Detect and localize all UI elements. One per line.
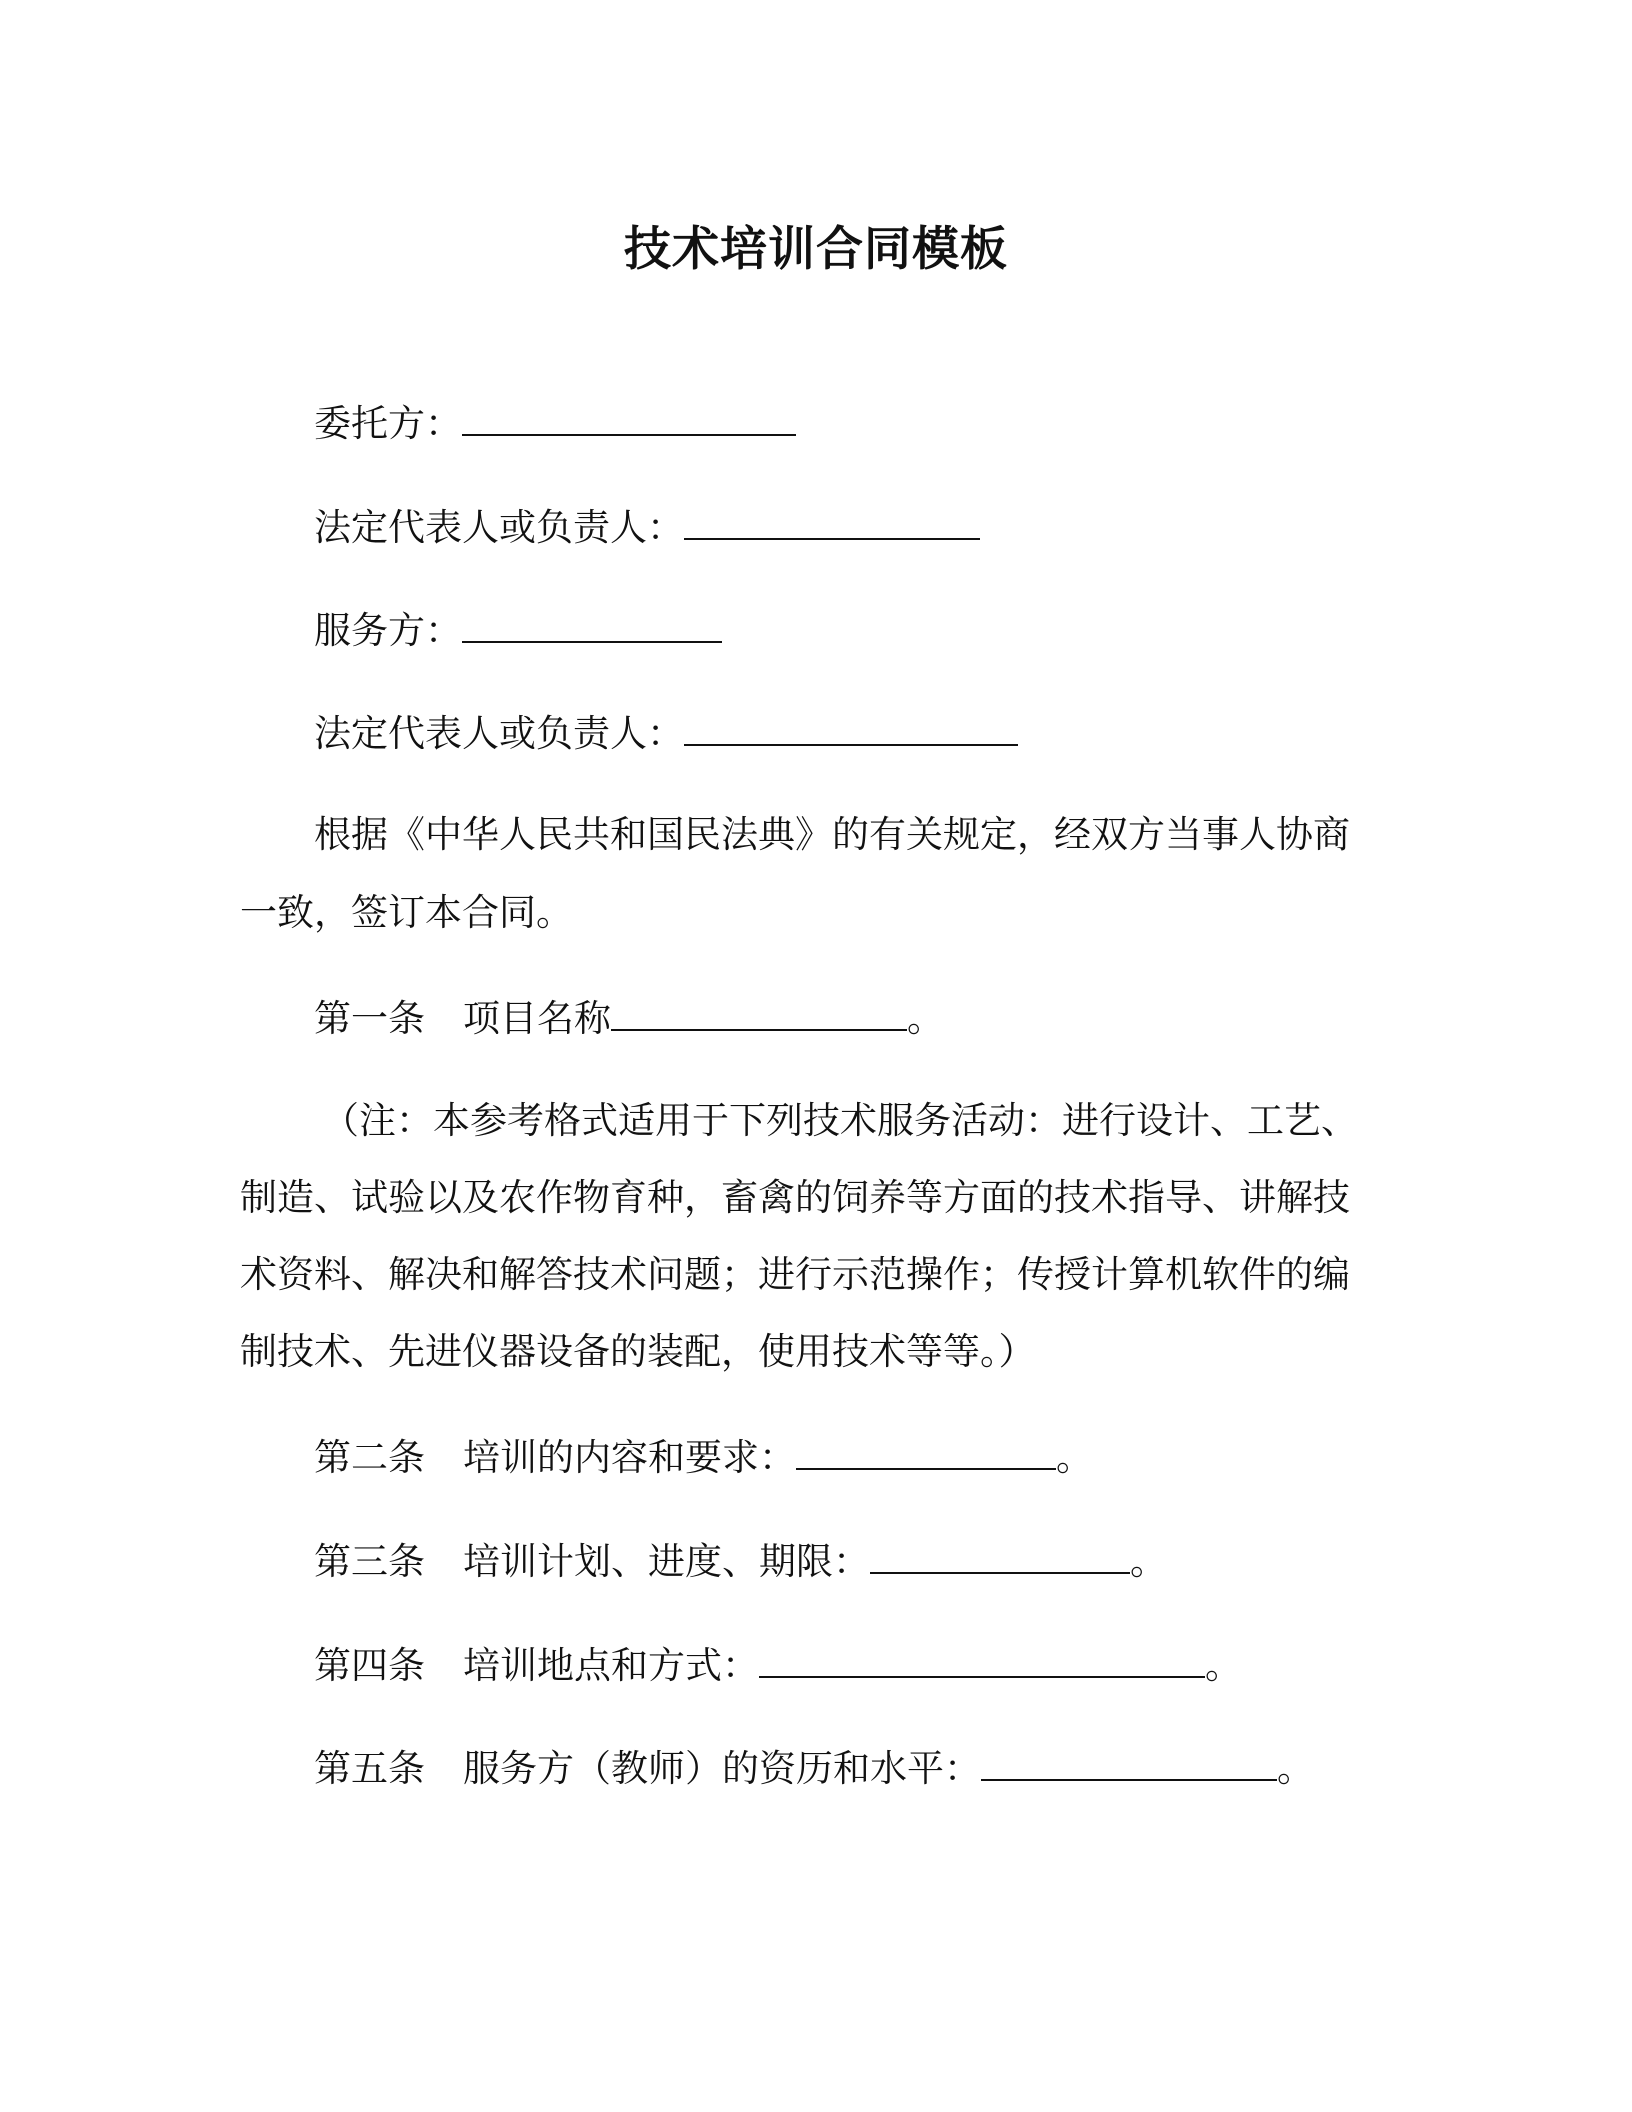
provider-blank[interactable] bbox=[462, 605, 722, 643]
article-2-end: 。 bbox=[1056, 1436, 1093, 1479]
article-3-label: 第三条 bbox=[314, 1540, 425, 1583]
article-5-text: 服务方（教师）的资历和水平： bbox=[463, 1747, 981, 1790]
article-3 bbox=[314, 1536, 1167, 1586]
article-4 bbox=[314, 1640, 1242, 1690]
article-4-blank[interactable] bbox=[759, 1640, 1205, 1678]
article-1-label: 第一条 bbox=[314, 997, 425, 1040]
article-3-end: 。 bbox=[1130, 1540, 1167, 1583]
client-rep-blank[interactable] bbox=[684, 502, 980, 540]
provider-label: 服务方： bbox=[314, 609, 462, 652]
article-2-label: 第二条 bbox=[314, 1436, 425, 1479]
article-4-text: 培训地点和方式： bbox=[463, 1644, 759, 1687]
article-1-end: 。 bbox=[907, 997, 944, 1040]
article-1-blank[interactable] bbox=[611, 993, 907, 1031]
article-1 bbox=[314, 993, 944, 1043]
provider-rep-blank[interactable] bbox=[684, 708, 1018, 746]
provider-rep-field bbox=[314, 708, 1018, 758]
client-field bbox=[314, 398, 796, 448]
article-3-text: 培训计划、进度、期限： bbox=[463, 1540, 870, 1583]
article-2-blank[interactable] bbox=[796, 1432, 1056, 1470]
article-1-text: 项目名称 bbox=[463, 997, 611, 1040]
provider-rep-label: 法定代表人或负责人： bbox=[314, 712, 684, 755]
note-line-1: （注：本参考格式适用于下列技术服务活动：进行设计、工艺、 bbox=[322, 1099, 1358, 1142]
provider-field bbox=[314, 605, 722, 655]
client-rep-field bbox=[314, 502, 980, 552]
article-5 bbox=[314, 1743, 1314, 1793]
article-4-end: 。 bbox=[1205, 1644, 1242, 1687]
note-line-4: 制技术、先进仪器设备的装配，使用技术等等。） bbox=[240, 1330, 1036, 1373]
preamble-line-1: 根据《中华人民共和国民法典》的有关规定，经双方当事人协商 bbox=[314, 813, 1350, 856]
article-2 bbox=[314, 1432, 1093, 1482]
article-5-label: 第五条 bbox=[314, 1747, 425, 1790]
client-label: 委托方： bbox=[314, 402, 462, 445]
client-blank[interactable] bbox=[462, 398, 796, 436]
article-3-blank[interactable] bbox=[870, 1536, 1130, 1574]
note-line-2: 制造、试验以及农作物育种，畜禽的饲养等方面的技术指导、讲解技 bbox=[240, 1176, 1350, 1219]
article-5-end: 。 bbox=[1277, 1747, 1314, 1790]
article-5-blank[interactable] bbox=[981, 1743, 1277, 1781]
article-4-label: 第四条 bbox=[314, 1644, 425, 1687]
client-rep-label: 法定代表人或负责人： bbox=[314, 506, 684, 549]
preamble-line-2: 一致，签订本合同。 bbox=[240, 891, 573, 934]
document-title: 技术培训合同模板 bbox=[624, 222, 1008, 277]
article-2-text: 培训的内容和要求： bbox=[463, 1436, 796, 1479]
note-line-3: 术资料、解决和解答技术问题；进行示范操作；传授计算机软件的编 bbox=[240, 1253, 1350, 1296]
